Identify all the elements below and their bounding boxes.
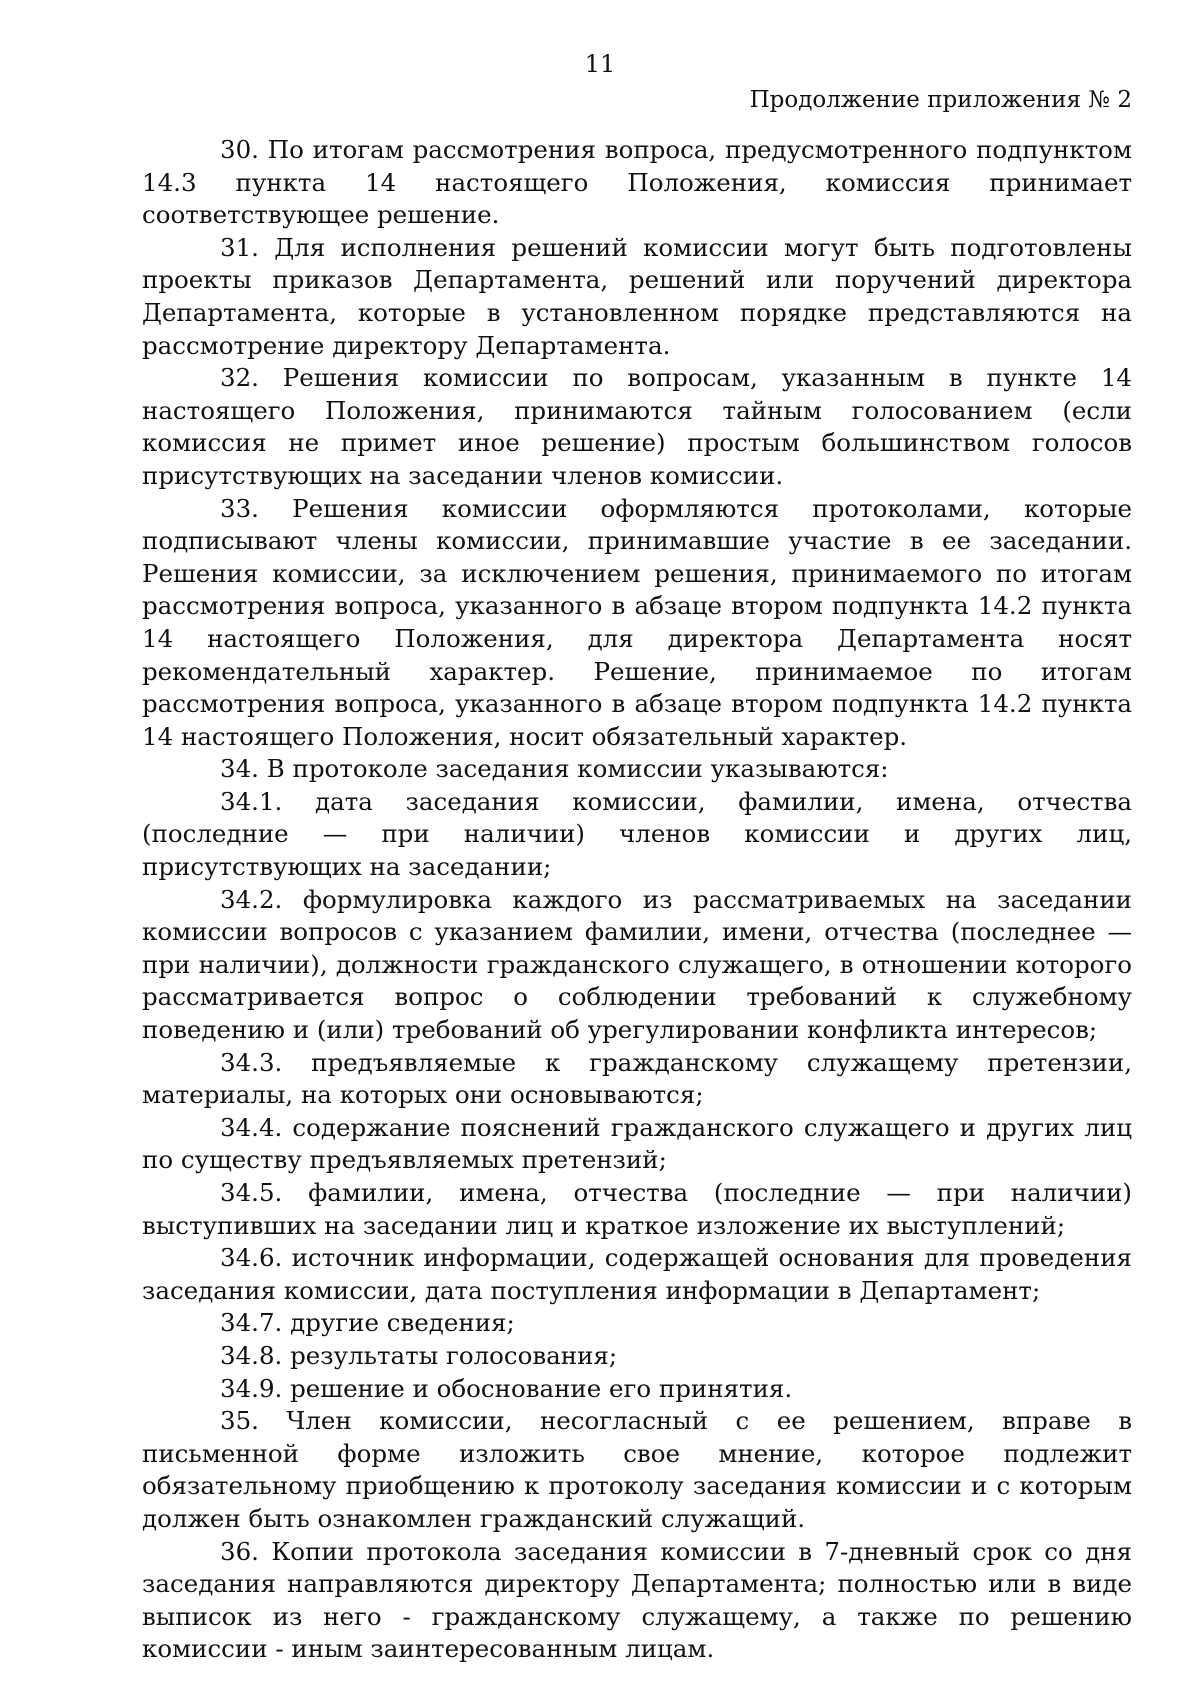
document-body (142, 134, 1132, 1666)
paragraph-32: 32. Решения комиссии по вопросам, указанным в пункте 14 настоящего Положения, принимаются тайным голосованием (если комиссия не примет иное решение) простым большинством голосов присутствующих на заседании членов комиссии. (142, 363, 1132, 490)
paragraph-34-9: 34.9. решение и обоснование его принятия. (220, 1373, 793, 1403)
paragraph-35: 35. Член комиссии, несогласный с ее решением, вправе в письменной форме изложить свое мнение, которое подлежит обязательному приобщению к протоколу заседания комиссии и с которым должен быть ознакомлен гражданский служащий. (142, 1406, 1132, 1533)
paragraph-30: 30. По итогам рассмотрения вопроса, предусмотренного подпунктом 14.3 пункта 14 настоящего Положения, комиссия принимает соответствующее решение. (142, 135, 1132, 230)
paragraph-34-6: 34.6. источник информации, содержащей основания для проведения заседания комиссии, дата поступления информации в Департамент; (142, 1243, 1132, 1305)
paragraph-34-5: 34.5. фамилии, имена, отчества (последние — при наличии) выступивших на заседании лиц и краткое изложение их выступлений; (142, 1178, 1132, 1240)
paragraph-34-4: 34.4. содержание пояснений гражданского служащего и других лиц по существу предъявляемых претензий; (142, 1112, 1132, 1175)
paragraph-34-7: 34.7. другие сведения; (220, 1308, 515, 1338)
paragraph-34-1: 34.1. дата заседания комиссии, фамилии, имена, отчества (последние — при наличии) членов комиссии и других лиц, присутствующих на заседании; (142, 786, 1132, 882)
paragraph-36: 36. Копии протокола заседания комиссии в 7-дневный срок со дня заседания направляются директору Департамента; полностью или в виде выписок из него - гражданскому служащему, а также по решению комиссии - иным заинтересованным лицам. (142, 1536, 1132, 1664)
paragraph-34: 34. В протоколе заседания комиссии указываются: (220, 754, 889, 784)
appendix-continuation-header: Продолжение приложения № 2 (749, 87, 1132, 113)
page-number: 11 (584, 50, 616, 78)
paragraph-34-8: 34.8. результаты голосования; (220, 1340, 618, 1370)
paragraph-31: 31. Для исполнения решений комиссии могут быть подготовлены проекты приказов Департамента, решений или поручений директора Департамента, которые в установленном порядке представляются на рассмотрение директору Департамента. (142, 232, 1132, 360)
paragraph-34-2: 34.2. формулировка каждого из рассматриваемых на заседании комиссии вопросов с указанием фамилии, имени, отчества (последнее — при наличии), должности гражданского служащего, в отношении которого рассматривается вопрос о соблюдении требований к служебному поведению и (или) требований об урегулировании конфликта интересов; (142, 884, 1132, 1045)
paragraph-33: 33. Решения комиссии оформляются протоколами, которые подписывают члены комиссии, принимавшие участие в ее заседании. Решения комиссии, за исключением решения, принимаемого по итогам рассмотрения вопроса, указанного в абзаце втором подпункта 14.2 пункта 14 настоящего Положения, для директора Департамента носят рекомендательный характер. Решение, принимаемое по итогам рассмотрения вопроса, указанного в абзаце втором подпункта 14.2 пункта 14 настоящего Положения, носит обязательный характер. (142, 493, 1132, 751)
paragraph-34-3: 34.3. предъявляемые к гражданскому служащему претензии, материалы, на которых они основываются; (142, 1047, 1132, 1110)
